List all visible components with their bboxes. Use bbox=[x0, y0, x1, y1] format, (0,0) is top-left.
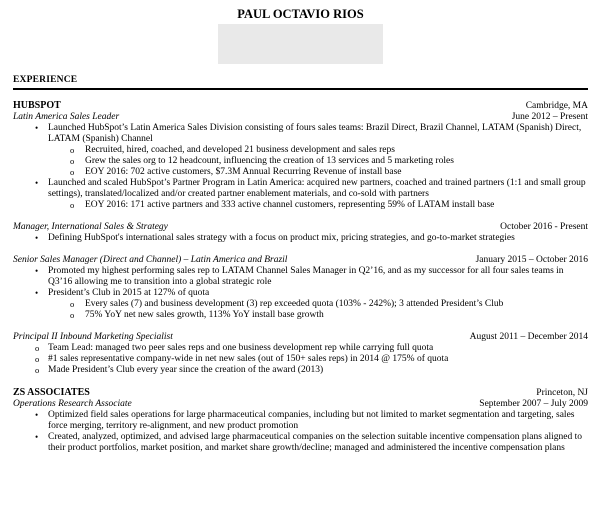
bullet-item bbox=[13, 200, 588, 211]
role-dates: June 2012 – Present bbox=[511, 112, 588, 122]
circle-bullet-icon: o bbox=[35, 365, 40, 375]
role-title: Manager, International Sales & Strategy bbox=[13, 222, 168, 232]
bullet-item bbox=[13, 299, 588, 310]
bullet-text: Created, analyzed, optimized, and advised large pharmaceutical companies on the selection suitable incentive compensation plans aligned to their product portfolios, market position, and market share growth/decline; managed and administered the incentive compensation plans bbox=[48, 432, 583, 453]
circle-bullet-icon: o bbox=[70, 200, 75, 210]
bullet-text: Promoted my highest performing sales rep to LATAM Channel Sales Manager in Q2’16, and as my successor for all four sales teams in Q3’16 allowing me to transition into a global strategic role bbox=[48, 266, 564, 287]
role-header-row bbox=[13, 222, 588, 233]
disc-bullet-icon: • bbox=[35, 123, 39, 133]
bullet-text: President’s Club in 2015 at 127% of quota bbox=[48, 288, 210, 298]
disc-bullet-icon: • bbox=[35, 233, 39, 243]
company-block bbox=[13, 100, 588, 376]
role-dates: September 2007 – July 2009 bbox=[479, 399, 588, 409]
disc-bullet-icon: • bbox=[35, 432, 39, 442]
company-block bbox=[13, 387, 588, 454]
bullet-item bbox=[13, 145, 588, 156]
bullet-text: EOY 2016: 702 active customers, $7.3M Annual Recurring Revenue of install base bbox=[85, 167, 402, 177]
bullet-text: #1 sales representative company-wide in net new sales (out of 150+ sales reps) in 2014 @ 175% of quota bbox=[48, 354, 449, 364]
bullet-text: Every sales (7) and business development (3) rep exceeded quota (103% - 242%); 3 attended President’s Club bbox=[85, 299, 504, 309]
company-name: HUBSPOT bbox=[13, 100, 61, 111]
role-dates: October 2016 - Present bbox=[500, 222, 588, 232]
circle-bullet-icon: o bbox=[70, 156, 75, 166]
role-header-row bbox=[13, 399, 588, 410]
role-block bbox=[13, 112, 588, 211]
redacted-contact-box bbox=[218, 24, 383, 64]
bullet-text: Made President’s Club every year since the creation of the award (2013) bbox=[48, 365, 324, 375]
bullet-item bbox=[13, 432, 588, 454]
bullet-item bbox=[13, 310, 588, 321]
experience-section-heading: EXPERIENCE bbox=[13, 75, 588, 90]
role-dates: January 2015 – October 2016 bbox=[475, 255, 588, 265]
disc-bullet-icon: • bbox=[35, 288, 39, 298]
role-title: Principal II Inbound Marketing Specialist bbox=[13, 332, 173, 342]
company-name: ZS ASSOCIATES bbox=[13, 387, 90, 398]
company-location: Princeton, NJ bbox=[536, 388, 588, 398]
bullet-item bbox=[13, 167, 588, 178]
circle-bullet-icon: o bbox=[70, 145, 75, 155]
bullet-item bbox=[13, 354, 588, 365]
role-header-row bbox=[13, 255, 588, 266]
role-title: Senior Sales Manager (Direct and Channel) – Latin America and Brazil bbox=[13, 255, 288, 265]
circle-bullet-icon: o bbox=[35, 354, 40, 364]
experience-body bbox=[13, 100, 588, 454]
bullet-item bbox=[13, 343, 588, 354]
circle-bullet-icon: o bbox=[35, 343, 40, 353]
bullet-item bbox=[13, 288, 588, 299]
role-header-row bbox=[13, 332, 588, 343]
bullet-text: Recruited, hired, coached, and developed 21 business development and sales reps bbox=[85, 145, 395, 155]
bullet-item bbox=[13, 178, 588, 200]
bullet-text: Defining HubSpot's international sales strategy with a focus on product mix, pricing strategies, and go-to-market strategies bbox=[48, 233, 515, 243]
company-header-row bbox=[13, 387, 588, 399]
role-title: Latin America Sales Leader bbox=[13, 112, 120, 122]
bullet-text: Team Lead: managed two peer sales reps and one business development rep while carrying full quota bbox=[48, 343, 434, 353]
bullet-text: Launched HubSpot’s Latin America Sales Division consisting of fours sales teams: Brazil Direct, Brazil Channel, LATAM (Spanish) Direct, LATAM (Spanish) Channel bbox=[48, 123, 582, 144]
bullet-text: Launched and scaled HubSpot’s Partner Program in Latin America: acquired new partners, coached and trained partners (1:1 and small group settings), translated/localized and/or created partner enablement materials, and co-sold with partners bbox=[48, 178, 586, 199]
role-block bbox=[13, 332, 588, 376]
role-title: Operations Research Associate bbox=[13, 399, 132, 409]
resume-name: PAUL OCTAVIO RIOS bbox=[237, 7, 364, 21]
bullet-text: EOY 2016: 171 active partners and 333 active channel customers, representing 59% of LATAM install base bbox=[85, 200, 495, 210]
bullet-item bbox=[13, 156, 588, 167]
circle-bullet-icon: o bbox=[70, 310, 75, 320]
bullet-item bbox=[13, 123, 588, 145]
bullet-text: 75% YoY net new sales growth, 113% YoY install base growth bbox=[85, 310, 324, 320]
bullet-item bbox=[13, 233, 588, 244]
role-block bbox=[13, 222, 588, 244]
disc-bullet-icon: • bbox=[35, 410, 39, 420]
role-block bbox=[13, 255, 588, 321]
circle-bullet-icon: o bbox=[70, 167, 75, 177]
role-dates: August 2011 – December 2014 bbox=[469, 332, 588, 342]
company-header-row bbox=[13, 100, 588, 112]
role-header-row bbox=[13, 112, 588, 123]
disc-bullet-icon: • bbox=[35, 266, 39, 276]
role-block bbox=[13, 399, 588, 454]
disc-bullet-icon: • bbox=[35, 178, 39, 188]
circle-bullet-icon: o bbox=[70, 299, 75, 309]
bullet-item bbox=[13, 410, 588, 432]
bullet-text: Grew the sales org to 12 headcount, influencing the creation of 13 services and 5 marketing roles bbox=[85, 156, 454, 166]
bullet-item bbox=[13, 266, 588, 288]
bullet-text: Optimized field sales operations for large pharmaceutical companies, including but not limited to market segmentation and targeting, sales force merging, territory re-alignment, and new product promotion bbox=[48, 410, 575, 431]
bullet-item bbox=[13, 365, 588, 376]
company-location: Cambridge, MA bbox=[525, 101, 588, 111]
